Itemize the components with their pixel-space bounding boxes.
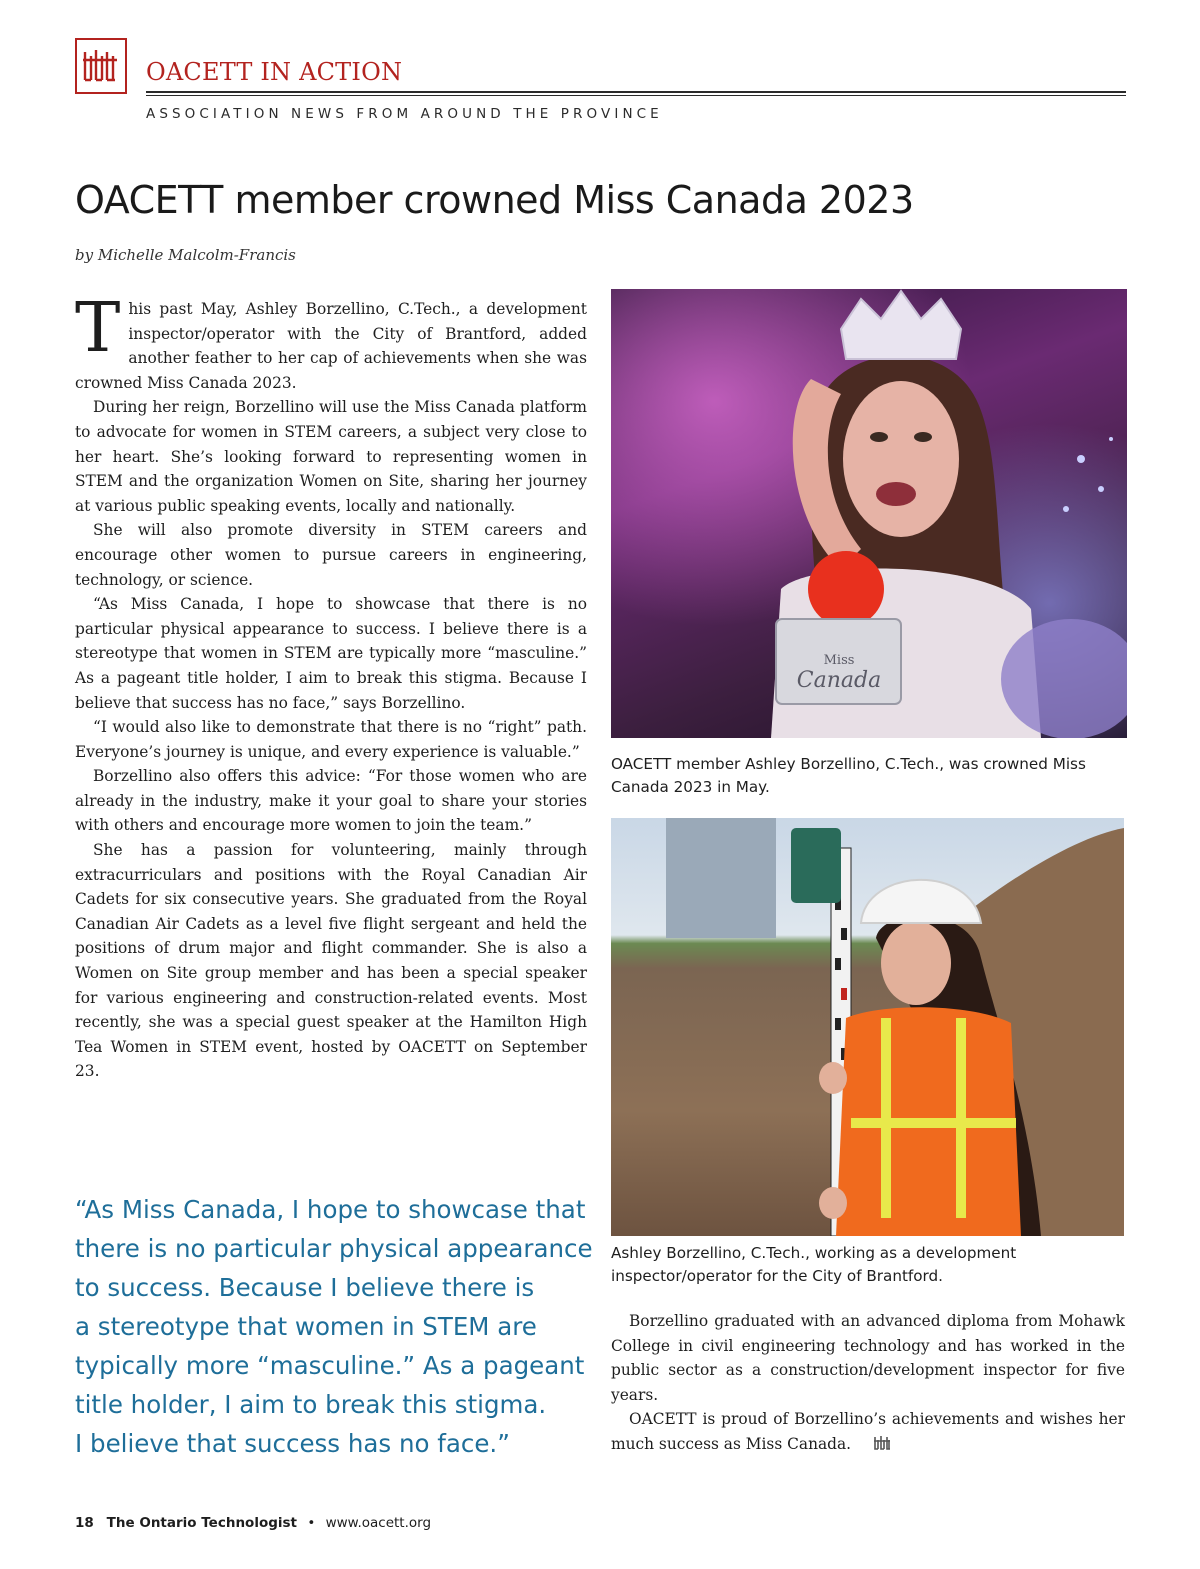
body-paragraph: “As Miss Canada, I hope to showcase that there is no particular physical appearance to success. I believe there is a stereotype that women in STEM are typically more “masculine.” As a pageant title holder, I aim to break this stigma. Because I believe that success has no face,” says Borzellino.: [75, 595, 587, 712]
photo-caption: Ashley Borzellino, C.Tech., working as a development inspector/operator for the City of Brantford.: [611, 1244, 1017, 1285]
body-paragraph: During her reign, Borzellino will use the Miss Canada platform to advocate for women in STEM careers, a subject very close to her heart. She’s looking forward to representing women in STEM and the organization Women on Site, sharing her journey at various public speaking events, locally and nationally.: [75, 398, 587, 515]
pull-quote-line: I believe that success has no face.”: [75, 1429, 510, 1458]
header-rule: [146, 91, 1126, 93]
oacett-logo-icon: [75, 38, 127, 94]
pull-quote-line: to success. Because I believe there is: [75, 1273, 535, 1302]
article-body-left: [75, 289, 587, 1084]
mic-logo: Canada: [796, 668, 882, 693]
body-paragraph: Borzellino graduated with an advanced diploma from Mohawk College in civil engineering technology and has worked in the public sector as a construction/development inspector for five years.: [611, 1312, 1125, 1404]
pull-quote-line: a stereotype that women in STEM are: [75, 1312, 537, 1341]
mic-logo-small: Miss: [823, 653, 855, 668]
article-byline: by Michelle Malcolm-Francis: [75, 246, 296, 264]
article-headline: OACETT member crowned Miss Canada 2023: [75, 178, 914, 222]
page-number: 18: [75, 1515, 94, 1531]
footer-website-link[interactable]: www.oacett.org: [325, 1515, 432, 1531]
body-paragraph: Borzellino also offers this advice: “For those women who are already in the industry, make it your goal to share your stories with others and encourage more women to join the team.”: [75, 767, 587, 835]
pull-quote-line: there is no particular physical appearance: [75, 1234, 593, 1263]
pull-quote-line: “As Miss Canada, I hope to showcase that: [75, 1195, 586, 1224]
publication-name: The Ontario Technologist: [106, 1515, 298, 1531]
footer-separator: •: [307, 1515, 316, 1531]
section-subtitle: ASSOCIATION NEWS FROM AROUND THE PROVINCE: [146, 106, 663, 122]
oacett-end-mark-icon: [855, 1434, 891, 1459]
body-paragraph: “I would also like to demonstrate that there is no “right” path. Everyone’s journey is unique, and every experience is valuable.”: [75, 718, 587, 761]
photo-miss-canada-crowning: [611, 289, 1127, 738]
section-title: OACETT IN ACTION: [146, 58, 403, 86]
body-paragraph: She will also promote diversity in STEM careers and encourage other women to pursue careers in engineering, technology, or science.: [75, 521, 587, 589]
page-footer: [75, 1515, 431, 1531]
body-paragraph: This past May, Ashley Borzellino, C.Tech., a development inspector/operator with the City of Brantford, added another feather to her cap of achievements when she was crowned Miss Canada 2023.: [75, 289, 587, 392]
drop-cap: T: [75, 289, 121, 368]
pull-quote: [75, 1190, 593, 1463]
article-body-right: [611, 1309, 1125, 1459]
header-rule-thin: [146, 95, 1126, 96]
pull-quote-line: title holder, I aim to break this stigma.: [75, 1390, 547, 1419]
photo-caption: OACETT member Ashley Borzellino, C.Tech., was crowned Miss Canada 2023 in May.: [611, 755, 1086, 796]
pull-quote-line: typically more “masculine.” As a pageant: [75, 1351, 585, 1380]
body-paragraph: She has a passion for volunteering, mainly through extracurriculars and positions with the Royal Canadian Air Cadets for six consecutive years. She graduated from the Royal Canadian Air Cadets as a level five flight sergeant and held the positions of drum major and flight commander. She is also a Women on Site group member and has been a special speaker for various engineering and construction-related events. Most recently, she was a special guest speaker at the Hamilton High Tea Women in STEM event, hosted by OACETT on September 23.: [75, 841, 587, 1081]
photo-on-site-inspector: [611, 818, 1124, 1236]
body-paragraph: OACETT is proud of Borzellino’s achievements and wishes her much success as Miss Canada.: [611, 1407, 1125, 1458]
